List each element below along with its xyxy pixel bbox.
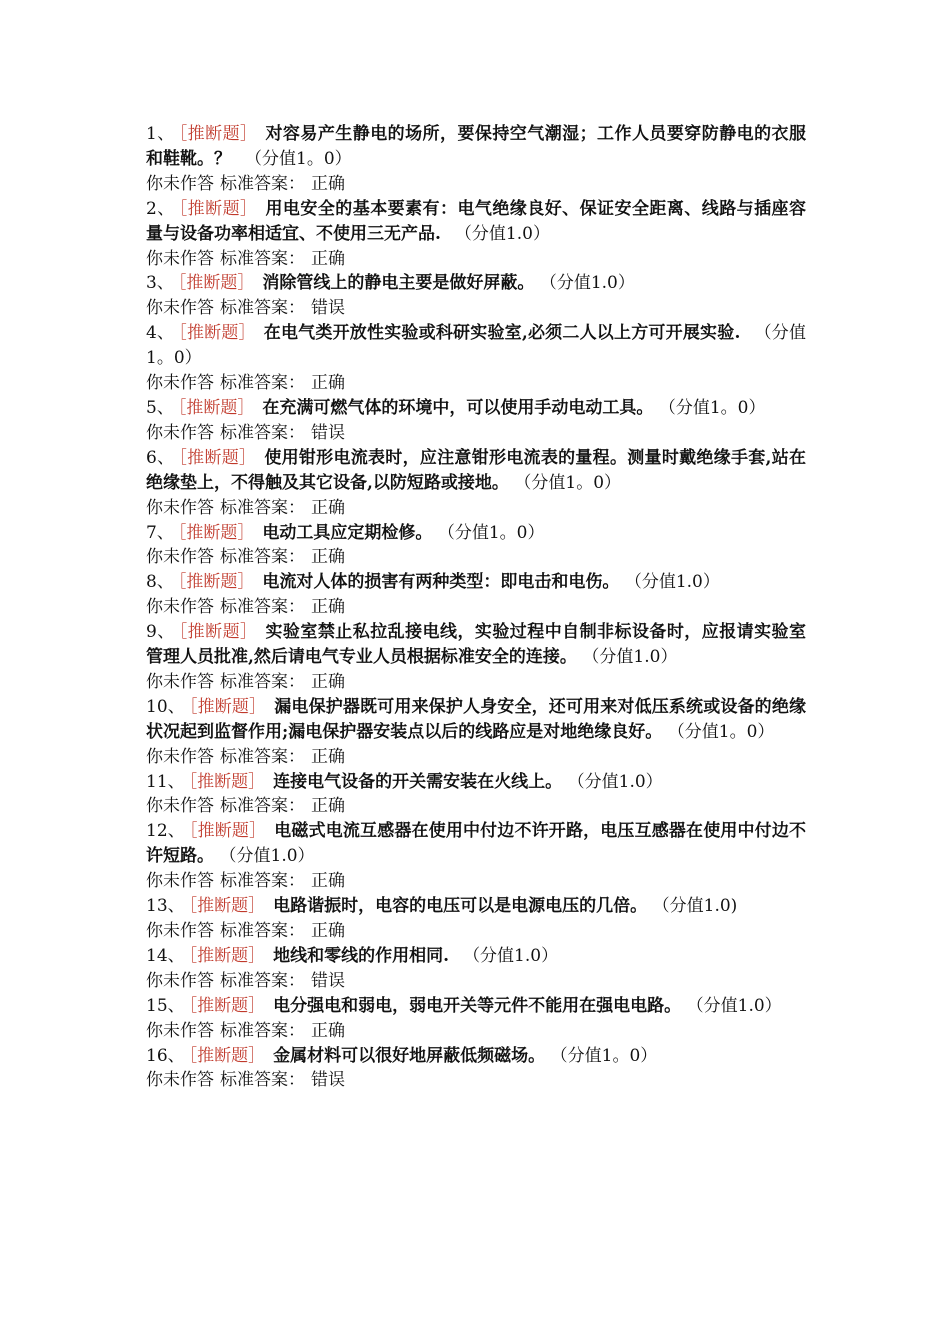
question-type-tag: ［推断题］ — [178, 447, 257, 468]
question-type-tag: ［推断题］ — [188, 896, 266, 917]
question-type-tag: ［推断题］ — [188, 771, 266, 792]
question-score: （分值1。0） — [446, 522, 545, 543]
question-stem: 金属材料可以很好地屏蔽低频磁场。 — [273, 1045, 546, 1066]
answer-line — [146, 296, 806, 321]
question-number: 10、 — [146, 696, 185, 717]
question-line — [146, 321, 806, 371]
answer-line — [146, 969, 806, 994]
answer-line — [146, 172, 806, 197]
question-score: （分值1.0） — [228, 846, 315, 867]
answer-label: 标准答案： — [220, 422, 305, 443]
answer-prefix: 你未作答 — [146, 871, 214, 892]
question-item — [146, 1044, 806, 1094]
answer-line — [146, 496, 806, 521]
answer-value: 错误 — [311, 298, 345, 319]
answer-value: 错误 — [311, 1070, 345, 1091]
question-item — [146, 521, 806, 571]
question-type-tag: ［推断题］ — [177, 522, 255, 543]
answer-line — [146, 670, 806, 695]
question-type-tag: ［推断题］ — [188, 945, 266, 966]
question-list — [146, 122, 806, 1093]
question-score: （分值1.0） — [695, 995, 782, 1016]
answer-label: 标准答案： — [220, 921, 305, 941]
question-score: （分值1。0） — [146, 323, 806, 369]
question-item — [146, 570, 806, 620]
question-line — [146, 521, 806, 546]
answer-value: 正确 — [311, 597, 345, 618]
answer-label: 标准答案： — [220, 597, 305, 618]
question-number: 4、 — [146, 323, 175, 344]
question-item — [146, 122, 806, 197]
answer-label: 标准答案： — [220, 547, 305, 568]
question-score: （分值1.0） — [463, 945, 559, 966]
question-line — [146, 994, 806, 1019]
question-score: （分值1。0） — [245, 148, 352, 169]
answer-label: 标准答案： — [220, 298, 305, 319]
answer-line — [146, 869, 806, 894]
question-number: 11、 — [146, 771, 185, 792]
answer-label: 标准答案： — [220, 1070, 305, 1091]
question-stem: 实验室禁止私拉乱接电线，实验过程中自制非标设备时，应报请实验室管理人员批准,然后请电气专业人员根据标准安全的连接。 — [146, 622, 807, 668]
answer-prefix: 你未作答 — [146, 248, 214, 269]
question-score: （分值1。0） — [522, 472, 622, 493]
answer-prefix: 你未作答 — [146, 597, 214, 618]
answer-value: 正确 — [311, 746, 345, 767]
answer-value: 正确 — [311, 1020, 345, 1041]
answer-label: 标准答案： — [220, 746, 305, 767]
answer-value: 正确 — [311, 248, 345, 269]
question-item — [146, 271, 806, 321]
question-number: 3、 — [146, 273, 174, 294]
question-line — [146, 396, 806, 421]
question-item — [146, 620, 806, 695]
answer-prefix: 你未作答 — [146, 1070, 214, 1091]
question-item — [146, 321, 806, 396]
answer-label: 标准答案： — [220, 970, 305, 991]
question-stem: 使用钳形电流表时，应注意钳形电流表的量程。测量时戴绝缘手套,站在绝缘垫上，不得触及其它设备,以防短路或接地。 — [146, 447, 806, 493]
answer-prefix: 你未作答 — [146, 373, 214, 394]
question-number: 5、 — [146, 397, 174, 418]
question-type-tag: ［推断题］ — [188, 995, 266, 1016]
question-stem: 在电气类开放性实验或科研实验室,必须二人以上方可开展实验. — [263, 323, 741, 344]
answer-line — [146, 247, 806, 272]
answer-value: 正确 — [311, 921, 345, 941]
question-line — [146, 122, 806, 172]
answer-value: 错误 — [311, 422, 345, 443]
answer-value: 正确 — [311, 671, 345, 692]
question-number: 7、 — [146, 522, 174, 543]
question-number: 6、 — [146, 447, 175, 468]
answer-prefix: 你未作答 — [146, 422, 214, 443]
question-number: 12、 — [146, 821, 185, 842]
answer-prefix: 你未作答 — [146, 921, 214, 941]
question-line — [146, 197, 806, 247]
answer-line — [146, 794, 806, 819]
question-score: （分值1.0) — [661, 896, 738, 917]
answer-line — [146, 919, 806, 944]
question-type-tag: ［推断题］ — [177, 273, 255, 294]
answer-label: 标准答案： — [220, 497, 305, 518]
question-score: （分值1。0） — [667, 397, 766, 418]
question-line — [146, 271, 806, 296]
question-stem: 漏电保护器既可用来保护人身安全，还可用来对低压系统或设备的绝缘状况起到监督作用;漏电保护器安装点以后的线路应是对地绝缘良好。 — [146, 696, 806, 742]
answer-value: 正确 — [311, 796, 345, 817]
question-number: 8、 — [146, 572, 174, 593]
question-item — [146, 994, 806, 1044]
question-score: （分值1。0） — [676, 721, 775, 742]
question-score: （分值1.0） — [590, 647, 678, 668]
question-type-tag: ［推断题］ — [178, 198, 258, 219]
answer-label: 标准答案： — [220, 871, 305, 892]
question-line — [146, 570, 806, 595]
question-number: 16、 — [146, 1045, 185, 1066]
answer-line — [146, 1019, 806, 1044]
question-stem: 对容易产生静电的场所，要保持空气潮湿；工作人员要穿防静电的衣服和鞋靴。？ — [146, 124, 807, 169]
answer-value: 正确 — [311, 497, 345, 518]
answer-value: 正确 — [311, 173, 345, 194]
question-line — [146, 770, 806, 795]
answer-line — [146, 421, 806, 446]
answer-label: 标准答案： — [220, 248, 305, 269]
answer-prefix: 你未作答 — [146, 671, 214, 692]
question-number: 2、 — [146, 198, 175, 219]
question-type-tag: ［推断题］ — [178, 323, 256, 344]
question-stem: 用电安全的基本要素有：电气绝缘良好、保证安全距离、线路与插座容量与设备功率相适宜、不使用三无产品. — [146, 198, 807, 244]
answer-line — [146, 595, 806, 620]
answer-label: 标准答案： — [220, 671, 305, 692]
question-type-tag: ［推断题］ — [188, 696, 267, 717]
question-line — [146, 620, 806, 670]
question-item — [146, 446, 806, 521]
question-type-tag: ［推断题］ — [188, 821, 267, 842]
answer-line — [146, 1068, 806, 1093]
question-line — [146, 819, 806, 869]
question-line — [146, 1044, 806, 1069]
question-item — [146, 197, 806, 272]
question-stem: 电路谐振时，电容的电压可以是电源电压的几倍。 — [273, 896, 648, 917]
question-number: 15、 — [146, 995, 185, 1016]
question-item — [146, 819, 806, 894]
question-type-tag: ［推断题］ — [188, 1045, 266, 1066]
answer-prefix: 你未作答 — [146, 970, 214, 991]
answer-prefix: 你未作答 — [146, 1020, 214, 1041]
question-item — [146, 695, 806, 770]
question-number: 9、 — [146, 622, 175, 643]
question-stem: 电分强电和弱电，弱电开关等元件不能用在强电电路。 — [273, 995, 682, 1016]
question-item — [146, 944, 806, 994]
question-score: （分值1.0） — [633, 572, 720, 593]
question-item — [146, 894, 806, 944]
question-score: （分值1.0） — [548, 273, 635, 294]
question-stem: 在充满可燃气体的环境中，可以使用手动电动工具。 — [262, 397, 654, 418]
question-number: 13、 — [146, 896, 185, 917]
question-score: （分值1。0） — [559, 1045, 658, 1066]
answer-prefix: 你未作答 — [146, 547, 214, 568]
question-stem: 电磁式电流互感器在使用中付边不许开路，电压互感器在使用中付边不许短路。 — [146, 821, 806, 867]
question-stem: 连接电气设备的开关需安装在火线上。 — [273, 771, 563, 792]
answer-prefix: 你未作答 — [146, 497, 214, 518]
question-type-tag: ［推断题］ — [177, 397, 255, 418]
answer-value: 正确 — [311, 547, 345, 568]
question-number: 1、 — [146, 124, 175, 144]
question-score: （分值1.0） — [576, 771, 663, 792]
answer-label: 标准答案： — [220, 1020, 305, 1041]
question-item — [146, 396, 806, 446]
question-type-tag: ［推断题］ — [178, 622, 258, 643]
question-type-tag: ［推断题］ — [178, 124, 258, 144]
question-score: （分值1.0） — [454, 223, 550, 244]
question-line — [146, 944, 806, 969]
answer-label: 标准答案： — [220, 796, 305, 817]
question-line — [146, 446, 806, 496]
answer-prefix: 你未作答 — [146, 173, 214, 194]
answer-line — [146, 745, 806, 770]
question-stem: 电动工具应定期检修。 — [262, 522, 433, 543]
question-stem: 地线和零线的作用相同. — [273, 945, 450, 966]
question-line — [146, 894, 806, 919]
answer-value: 正确 — [311, 373, 345, 394]
answer-label: 标准答案： — [220, 173, 305, 194]
question-stem: 消除管线上的静电主要是做好屏蔽。 — [262, 273, 535, 294]
question-number: 14、 — [146, 945, 185, 966]
answer-value: 错误 — [311, 970, 345, 991]
question-stem: 电流对人体的损害有两种类型：即电击和电伤。 — [262, 572, 620, 593]
answer-line — [146, 545, 806, 570]
answer-line — [146, 371, 806, 396]
answer-prefix: 你未作答 — [146, 298, 214, 319]
question-item — [146, 770, 806, 820]
answer-prefix: 你未作答 — [146, 746, 214, 767]
answer-prefix: 你未作答 — [146, 796, 214, 817]
answer-value: 正确 — [311, 871, 345, 892]
question-type-tag: ［推断题］ — [177, 572, 255, 593]
answer-label: 标准答案： — [220, 373, 305, 394]
question-line — [146, 695, 806, 745]
